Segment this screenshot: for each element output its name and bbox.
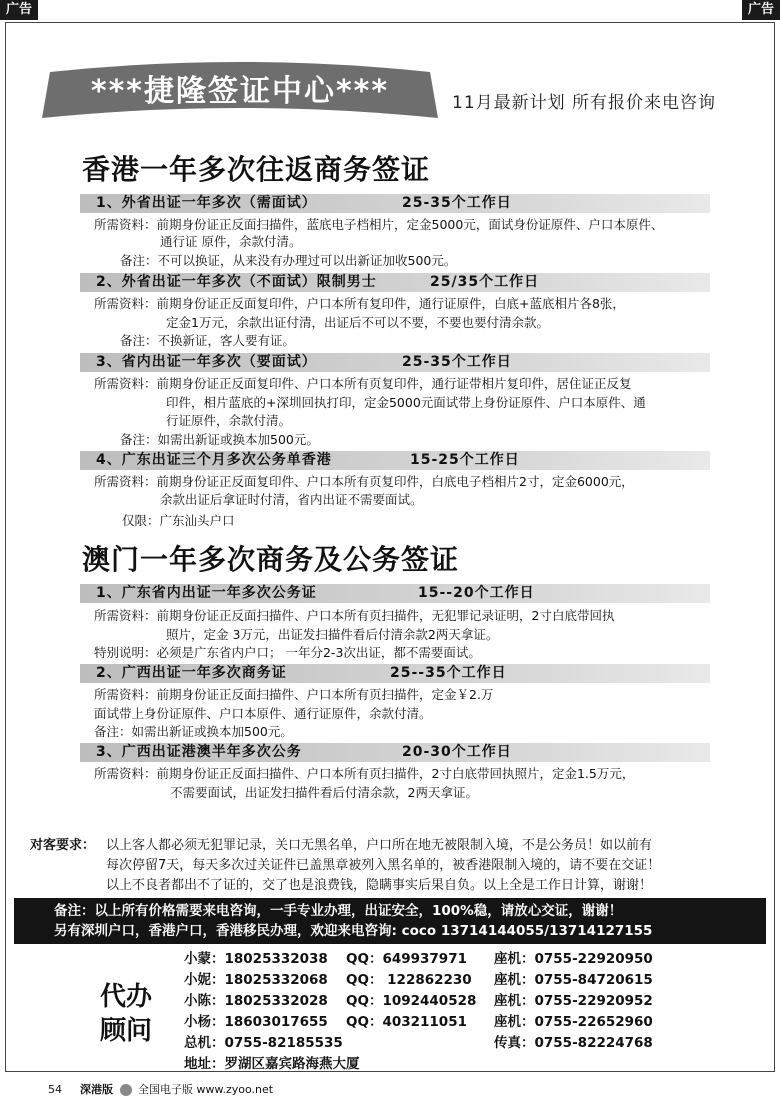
hk-item-3-title: 3、省内出证一年多次（要面试）	[96, 354, 317, 370]
contact-5-phone: 传真：0755-82224768	[494, 1035, 653, 1051]
hk-item-4-days: 15-25个工作日	[410, 452, 520, 468]
hk-item-3-line-2: 印件，相片蓝底的+深圳回执打印，定金5000元面试带上身份证原件、户口本原件、通	[166, 395, 646, 410]
hk-item-3-line-4: 备注：如需出新证或换本加500元。	[120, 432, 319, 447]
contact-5-name: 总机：0755-82185535	[184, 1035, 343, 1051]
agent-label	[100, 980, 152, 1048]
contact-1-qq: QQ：649937971	[346, 951, 467, 967]
mo-item-1-line-3: 特别说明：必须是广东省内户口； 一年分2-3次出证，都不需要面试。	[94, 645, 481, 660]
seal-icon	[120, 1084, 132, 1096]
brand-banner	[40, 58, 440, 120]
customer-req-line-2: 每次停留7天，每天多次过关证件已盖黑章被列入黑名单的，被香港限制入境的，请不要在交证！	[106, 858, 661, 873]
ad-tag-left: 广告	[0, 0, 38, 20]
notice-bar	[14, 898, 766, 944]
hk-item-3-line-1: 所需资料：前期身份证正反面复印件、户口本所有页复印件，通行证带相片复印件，居住证正反复	[94, 376, 632, 391]
mo-item-3-days: 20-30个工作日	[402, 744, 512, 760]
contact-3-phone: 座机：0755-22920952	[494, 993, 653, 1009]
notice-line-1: 备注：以上所有价格需要来电咨询，一手专业办理，出证安全，100%稳，请放心交证，谢谢！	[54, 903, 623, 919]
mo-item-1-title: 1、广东省内出证一年多次公务证	[96, 585, 317, 601]
contact-3-qq: QQ：1092440528	[346, 993, 477, 1009]
hk-item-3-line-3: 行证原件，余款付清。	[166, 413, 292, 428]
customer-req-line-1: 以上客人都必须无犯罪记录，关口无黑名单，户口所在地无被限制入境，不是公务员！如以前有	[106, 838, 653, 853]
mo-item-3-line-1: 所需资料：前期身份证正反面扫描件、户口本所有页扫描件，2寸白底带回执照片，定金1.5万元，	[94, 766, 635, 781]
edition-label: 深港版	[80, 1083, 113, 1096]
contact-6-address: 地址：罗湖区嘉宾路海燕大厦	[184, 1056, 360, 1072]
mo-item-1-line-2: 照片，定金 3万元，出证发扫描件看后付清余款2两天拿证。	[166, 627, 499, 642]
hk-item-4-line-1: 所需资料：前期身份证正反面复印件、户口本所有页复印件，白底电子档相片2寸，定金6000元，	[94, 474, 634, 489]
hk-item-1-title: 1、外省出证一年多次（需面试）	[96, 195, 317, 211]
notice-line-2: 另有深圳户口，香港户口，香港移民办理，欢迎来电咨询: coco 13714144055/13714127155	[54, 923, 653, 939]
mo-item-1-line-1: 所需资料：前期身份证正反面扫描件、户口本所有页扫描件，无犯罪记录证明，2寸白底带回执	[94, 608, 615, 623]
mo-item-2-line-3: 备注：如需出新证或换本加500元。	[94, 724, 293, 739]
hk-item-3-days: 25-35个工作日	[402, 354, 512, 370]
hk-item-2-line-2: 定金1万元，余款出证付清，出证后不可以不要，不要也要付清余款。	[166, 315, 549, 330]
hk-item-4-title: 4、广东出证三个月多次公务单香港	[96, 452, 332, 468]
hk-item-2-title: 2、外省出证一年多次（不面试）限制男士	[96, 274, 377, 290]
contact-2-qq: QQ： 122862230	[346, 972, 472, 988]
contact-4-phone: 座机：0755-22652960	[494, 1014, 653, 1030]
hk-item-2-line-3: 备注：不换新证，客人要有证。	[120, 333, 296, 348]
mo-item-2-line-1: 所需资料：前期身份证正反面扫描件、户口本所有页扫描件，定金￥2.万	[94, 687, 494, 702]
hk-item-4-line-3: 仅限：广东汕头户口	[122, 513, 235, 528]
mo-item-2-line-2: 面试带上身份证原件、户口本原件、通行证原件，余款付清。	[94, 706, 432, 721]
hk-item-1-line-1: 所需资料：前期身份证正反面扫描件，蓝底电子档相片，定金5000元，面试身份证原件、户口本原件、	[94, 217, 664, 232]
mo-item-1-days: 15--20个工作日	[418, 585, 535, 601]
mo-item-3-line-2: 不需要面试，出证发扫描件看后付清余款，2两天拿证。	[170, 785, 478, 800]
mo-item-3-title: 3、广西出证港澳半年多次公务	[96, 744, 302, 760]
page-number: 54	[48, 1083, 62, 1096]
mo-item-2-days: 25--35个工作日	[390, 665, 507, 681]
hk-item-2-line-1: 所需资料：前期身份证正反面复印件，户口本所有复印件，通行证原件，白底+蓝底相片各8张，	[94, 296, 625, 311]
customer-req-label: 对客要求：	[30, 838, 96, 853]
hk-item-2-days: 25/35个工作日	[430, 274, 540, 290]
agent-label-line-2: 顾问	[100, 1016, 153, 1046]
customer-req-line-3: 以上不良者都出不了证的，交了也是浪费钱，隐瞒事实后果自负。以上全是工作日计算，谢谢！	[106, 878, 653, 893]
contact-2-phone: 座机：0755-84720615	[494, 972, 653, 988]
macau-section-title: 澳门一年多次商务及公务签证	[82, 543, 460, 576]
agent-label-line-1: 代办	[100, 982, 153, 1012]
contact-3-name: 小陈：18025332028	[184, 993, 328, 1009]
page-footer	[0, 1080, 780, 1100]
plan-note: 11月最新计划 所有报价来电咨询	[452, 93, 717, 113]
contact-1-phone: 座机：0755-22920950	[494, 951, 653, 967]
website-link[interactable]: 全国电子版 www.zyoo.net	[138, 1083, 274, 1096]
contact-1-name: 小蒙：18025332038	[184, 951, 328, 967]
hk-item-1-line-2: 通行证 原件，余款付清。	[160, 234, 302, 249]
mo-item-2-title: 2、广西出证一年多次商务证	[96, 665, 287, 681]
banner-title: ***捷隆签证中心***	[90, 74, 390, 109]
hk-item-4-line-2: 余款出证后拿证时付清，省内出证不需要面试。	[160, 492, 423, 507]
contact-2-name: 小妮：18025332068	[184, 972, 328, 988]
hongkong-section-title: 香港一年多次往返商务签证	[82, 153, 431, 186]
ad-tag-right: 广告	[742, 0, 780, 20]
contact-4-qq: QQ：403211051	[346, 1014, 467, 1030]
hk-item-1-days: 25-35个工作日	[402, 195, 512, 211]
contact-4-name: 小杨：18603017655	[184, 1014, 328, 1030]
hk-item-1-line-3: 备注：不可以换证，从来没有办理过可以出新证加收500元。	[120, 253, 457, 268]
